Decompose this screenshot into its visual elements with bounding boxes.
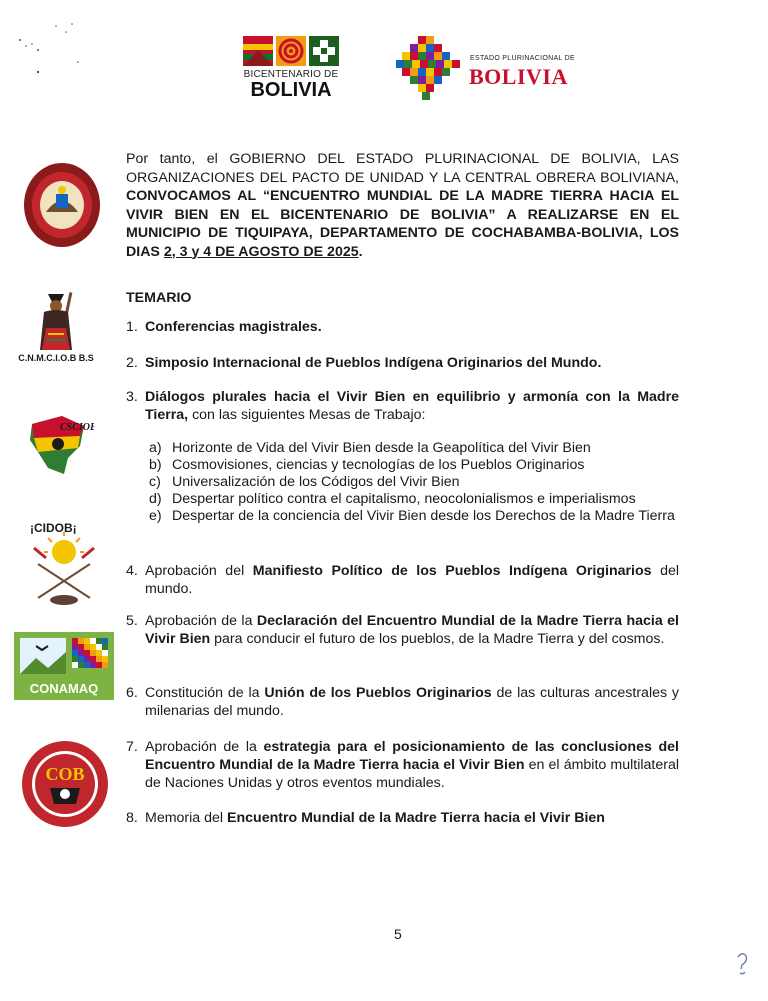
item-number: 3. — [126, 389, 138, 405]
mesa-item-b — [149, 457, 679, 474]
bicentenario-spiral-icon — [276, 36, 306, 66]
bartolina-figure-icon — [18, 288, 94, 352]
mesa-item-d — [149, 491, 679, 508]
mesa-item-e — [149, 508, 679, 525]
bicentenario-stripes-icon — [243, 36, 273, 66]
mesa-item-a — [149, 440, 679, 457]
cnmciob-caption: C.N.M.C.I.O.B B.S — [18, 353, 94, 363]
scan-specks — [12, 18, 92, 88]
bicentenario-text-line2: BOLIVIA — [250, 79, 332, 101]
bolivia-wordmark: BOLIVIA — [469, 64, 568, 89]
temario-item-2 — [126, 354, 679, 372]
temario-item-4 — [126, 562, 679, 598]
cnmciob-seal-logo — [22, 160, 102, 250]
item-number: 4. — [126, 563, 138, 579]
item-text-after: con las siguientes Mesas de Trabajo: — [188, 407, 426, 423]
item-number: 7. — [126, 739, 138, 755]
temario-item-3 — [126, 388, 679, 424]
seal-emblem-icon — [22, 160, 102, 250]
temario-item-8 — [126, 809, 679, 827]
mesa-text: Despertar de la conciencia del Vivir Bien desde los Derechos de la Madre Tierra — [172, 508, 675, 524]
csciob-map-icon — [24, 410, 94, 480]
temario-item-6 — [126, 684, 679, 720]
item-text-after: en el ámbito multilateral de Naciones Unidas y otros eventos mundiales. — [145, 757, 679, 791]
conamaq-emblem-icon — [14, 632, 114, 700]
mesa-letter: c) — [149, 474, 161, 490]
mesa-letter: a) — [149, 440, 162, 456]
item-text-after: para conducir el futuro de los pueblos, de la Madre Tierra y del cosmos. — [210, 631, 665, 647]
conamaq-label: CONAMAQ — [29, 681, 99, 696]
item-bold-text: Simposio Internacional de Pueblos Indígena Originarios del Mundo. — [145, 355, 602, 371]
item-bold-text: Diálogos plurales hacia el Vivir Bien en equilibrio y armonía con la Madre Tierra, — [145, 389, 679, 423]
cob-logo — [20, 738, 110, 830]
item-bold-text: Unión de los Pueblos Originarios — [264, 685, 492, 701]
wiphala-emblem-icon — [396, 36, 462, 100]
item-bold-text: Manifiesto Político de los Pueblos Indígena Originarios — [252, 563, 652, 579]
item-text-after: del mundo. — [145, 563, 680, 597]
item-bold-text: Encuentro Mundial de la Madre Tierra hacia el Vivir Bien — [227, 810, 605, 826]
bicentenario-chakana-icon — [309, 36, 339, 66]
mesa-text: Despertar político contra el capitalismo, neocolonialismos e imperialismos — [172, 491, 636, 507]
cob-label: COB — [45, 764, 85, 784]
item-text-before: Memoria del — [145, 810, 228, 826]
item-text-before: Aprobación del — [145, 563, 253, 579]
intro-paragraph — [126, 150, 679, 261]
item-bold-text: Declaración del Encuentro Mundial de la Madre Tierra hacia el Vivir Bien — [145, 613, 679, 647]
bicentenario-text-line1: BICENTENARIO DE — [243, 69, 339, 80]
item-bold-text: estrategia para el posicionamiento de las conclusiones del Encuentro Mundial de la Madre Tierra hacia el Vivir Bien — [145, 739, 679, 773]
handwritten-mark-icon — [734, 951, 750, 977]
item-text-before: Aprobación de la — [145, 739, 264, 755]
item-text-before: Constitución de la — [145, 685, 265, 701]
mesa-letter: b) — [149, 457, 162, 473]
csciob-label: CSCIOB — [60, 422, 94, 433]
item-number: 8. — [126, 810, 138, 826]
csciob-logo — [24, 410, 94, 480]
estado-plurinacional-logo — [396, 36, 586, 100]
intro-text: Por tanto, el GOBIERNO DEL ESTADO PLURINACIONAL DE BOLIVIA, LAS ORGANIZACIONES DEL PACTO DE UNIDAD Y LA CENTRAL OBRERA BOLIVIANA, — [126, 151, 679, 186]
cidob-logo — [24, 518, 104, 610]
event-dates: 2, 3 y 4 DE AGOSTO DE 2025 — [163, 243, 359, 260]
conamaq-logo — [14, 632, 114, 700]
item-number: 2. — [126, 355, 138, 371]
mesa-letter: d) — [149, 491, 162, 507]
item-bold-text: Conferencias magistrales. — [145, 319, 322, 335]
item-number: 5. — [126, 613, 138, 629]
mesa-letter: e) — [149, 508, 162, 524]
mesa-text: Cosmovisiones, ciencias y tecnologías de los Pueblos Originarios — [172, 457, 585, 473]
bartolina-sisa-logo — [18, 288, 94, 380]
item-number: 6. — [126, 685, 138, 701]
intro-bold-text: CONVOCAMOS AL “ENCUENTRO MUNDIAL DE LA MADRE TIERRA HACIA EL VIVIR BIEN EN EL BICENTENARIO DE BOLIVIA” A REALIZARSE EN EL MUNICIPIO DE TIQUIPAYA, DEPARTAMENTO DE COCHABAMBA-BOLIVIA, LOS DIAS — [126, 188, 679, 260]
mesa-text: Horizonte de Vida del Vivir Bien desde la Geapolítica del Vivir Bien — [172, 440, 591, 456]
cidob-label: ¡CIDOB¡ — [30, 521, 77, 535]
temario-item-5 — [126, 612, 679, 648]
temario-heading: TEMARIO — [126, 290, 192, 306]
item-text-after: de las culturas ancestrales y milenarias del mundo. — [145, 685, 679, 719]
page-number: 5 — [394, 926, 402, 942]
item-text-before: Aprobación de la — [145, 613, 257, 629]
bicentenario-logo — [236, 36, 346, 100]
item-number: 1. — [126, 319, 138, 335]
mesa-text: Universalización de los Códigos del Vivir Bien — [172, 474, 460, 490]
cob-seal-icon — [20, 738, 110, 830]
intro-end: . — [358, 243, 363, 260]
cidob-emblem-icon — [24, 518, 104, 610]
temario-item-7 — [126, 738, 679, 792]
mesa-item-c — [149, 474, 679, 491]
temario-item-1 — [126, 318, 679, 336]
estado-plurinacional-label: ESTADO PLURINACIONAL DE — [470, 55, 575, 62]
